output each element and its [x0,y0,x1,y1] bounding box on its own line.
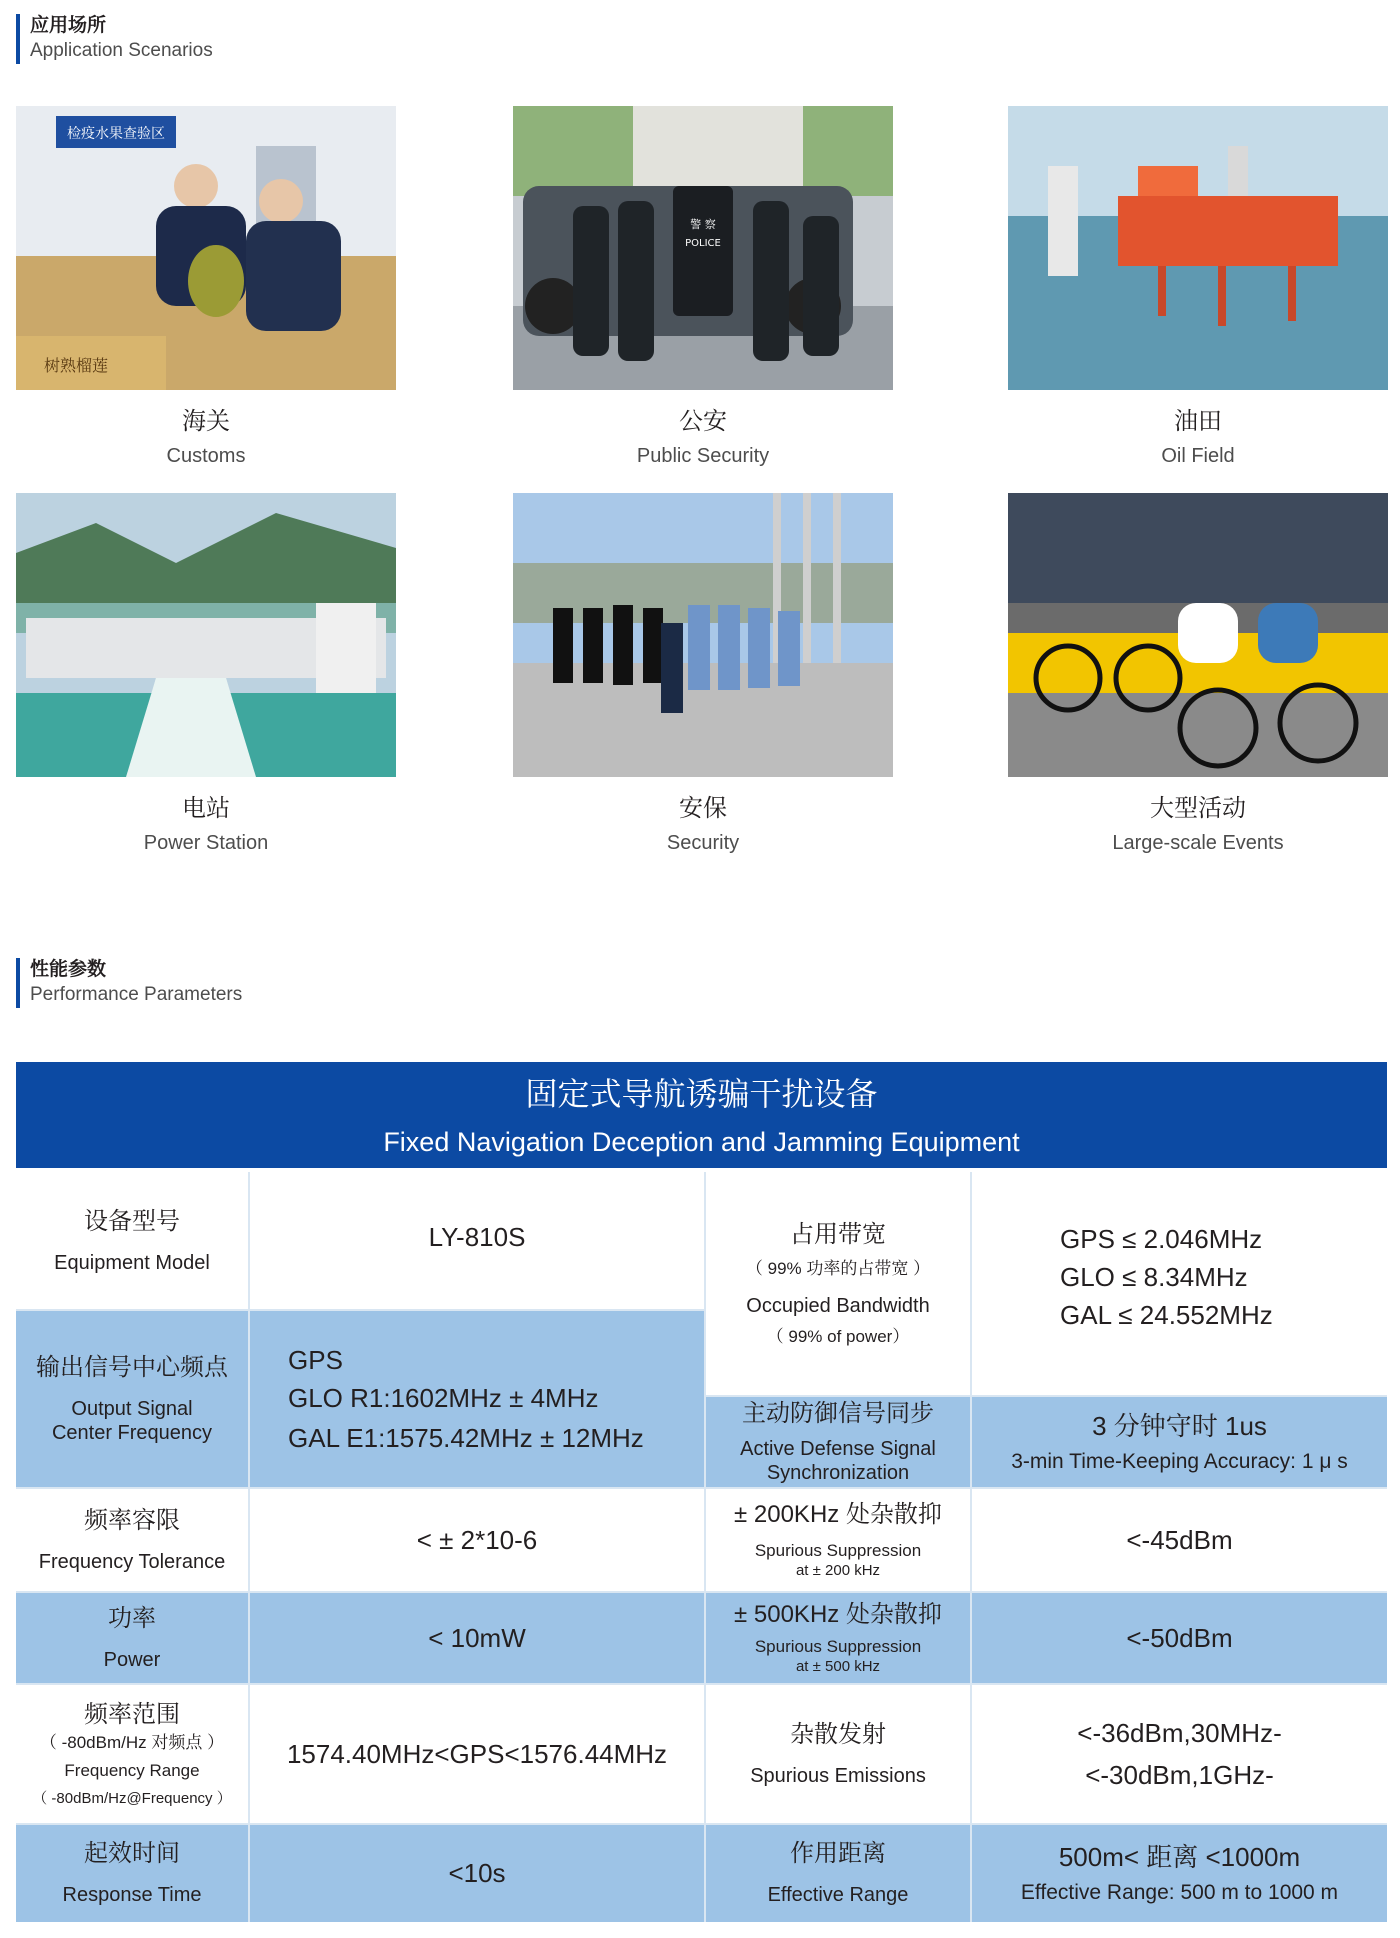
bandwidth-value-gal: GAL ≤ 24.552MHz [1060,1300,1273,1330]
bandwidth-note-zh: （ 99% 功率的占带宽 ） [745,1259,931,1278]
bandwidth-value-glo: GLO ≤ 8.34MHz [1060,1262,1248,1292]
response-label-en: Response Time [62,1884,202,1906]
scene-customs [16,106,396,470]
police-photo [513,106,893,390]
section-title-zh: 应用场所 [30,15,107,36]
scene-label-en: Customs [166,445,246,467]
police-shield-en: POLICE [685,238,721,249]
center-freq-value-cell [250,1310,704,1488]
model-label-cell [16,1172,248,1310]
spur200-label-cell [706,1488,970,1592]
events-photo [1008,493,1388,777]
customs-box-text: 树熟榴莲 [43,356,109,375]
scene-label-zh: 安保 [679,795,727,822]
eff-range-label-zh: 作用距离 [790,1840,886,1867]
eff-range-value-en: Effective Range: 500 m to 1000 m [1020,1881,1339,1904]
scene-label-zh: 公安 [679,408,727,435]
eff-range-value-cell [972,1824,1387,1922]
center-freq-glo: GLO R1:1602MHz ± 4MHz [288,1383,599,1413]
response-label-cell [16,1824,248,1922]
col-divider [704,1172,706,1922]
emissions-value-2: <-30dBm,1GHz- [1085,1760,1274,1790]
power-label-zh: 功率 [108,1605,156,1632]
row-divider [16,1591,1387,1593]
row-divider [16,1823,1387,1825]
sync-value-zh: 3 分钟守时 1us [1092,1411,1267,1441]
range-value-cell [250,1684,704,1824]
eff-range-label-en: Effective Range [767,1884,909,1906]
range-value: 1574.40MHz<GPS<1576.44MHz [286,1739,668,1769]
section-title-en: Performance Parameters [30,984,243,1005]
emissions-value-cell [972,1684,1387,1824]
table-header [16,1062,1387,1168]
model-value-cell [250,1172,704,1310]
scene-label-en: Security [666,832,740,854]
tolerance-label-en: Frequency Tolerance [38,1551,226,1573]
section-title-en: Application Scenarios [30,40,213,61]
spur200-label-en1: Spurious Suppression [754,1541,922,1560]
scene-label-en: Power Station [143,832,269,854]
section-title-zh: 性能参数 [30,959,107,980]
spur500-label-en2: at ± 500 kHz [795,1658,881,1675]
spur500-label-cell [706,1592,970,1684]
sync-label-cell [706,1396,970,1488]
row-divider [706,1395,1387,1397]
range-note-zh: （ -80dBm/Hz 对频点 ） [39,1733,225,1752]
tolerance-label-zh: 频率容限 [84,1507,180,1534]
range-note-en: （ -80dBm/Hz@Frequency ） [32,1790,232,1807]
bandwidth-note-en: （ 99% of power） [766,1327,910,1346]
center-freq-gps: GPS [288,1345,343,1375]
power-value: < 10mW [428,1623,526,1653]
bandwidth-value-gps: GPS ≤ 2.046MHz [1060,1224,1263,1254]
row-divider [16,1309,704,1311]
tolerance-label-cell [16,1488,248,1592]
sync-value-en: 3-min Time-Keeping Accuracy: 1 μ s [1011,1450,1348,1473]
response-value-cell [250,1824,704,1922]
scene-label-en: Oil Field [1161,445,1235,467]
response-label-zh: 起效时间 [84,1840,180,1867]
range-label-cell [16,1684,248,1824]
spur200-value-cell [972,1488,1387,1592]
sync-value-cell [972,1396,1387,1488]
spur500-value: <-50dBm [1126,1623,1233,1653]
customs-sign-text: 检疫水果查验区 [67,126,165,142]
row-divider [16,1683,1387,1685]
model-value: LY-810S [428,1222,526,1252]
spur500-label-en1: Spurious Suppression [754,1637,922,1656]
center-freq-label-en1: Output Signal [71,1398,193,1420]
scene-label-en: Large-scale Events [1112,832,1284,854]
spur200-label-en2: at ± 200 kHz [795,1562,881,1579]
power-label-en: Power [103,1649,161,1671]
sync-label-zh: 主动防御信号同步 [742,1400,934,1427]
col-divider [970,1172,972,1922]
col-divider [248,1172,250,1922]
table-title-zh: 固定式导航诱骗干扰设备 [525,1076,878,1112]
spur500-value-cell [972,1592,1387,1684]
scene-label-zh: 油田 [1174,408,1222,435]
scene-large-events [1008,493,1388,857]
row-divider [16,1487,1387,1489]
police-shield-zh: 警 察 [690,218,716,231]
scene-label-zh: 电站 [182,795,230,822]
oilfield-photo [1008,106,1388,390]
sync-label-en1: Active Defense Signal [740,1438,936,1460]
emissions-value-1: <-36dBm,30MHz- [1077,1718,1282,1748]
eff-range-label-cell [706,1824,970,1922]
model-label-zh: 设备型号 [84,1208,180,1235]
spur200-label-zh: ± 200KHz 处杂散抑 [734,1501,942,1528]
range-label-zh: 频率范围 [84,1701,180,1728]
center-freq-label-cell [16,1310,248,1488]
scene-security [513,493,893,857]
bandwidth-label-cell [706,1172,970,1396]
scene-power-station [16,493,396,857]
bandwidth-value-cell [972,1172,1387,1396]
range-label-en: Frequency Range [64,1761,200,1780]
power-station-photo [16,493,396,777]
scene-label-zh: 大型活动 [1150,795,1246,822]
scene-label-en: Public Security [636,445,770,467]
table-title-en: Fixed Navigation Deception and Jamming Equipment [383,1127,1020,1157]
spur500-label-zh: ± 500KHz 处杂散抑 [734,1601,942,1628]
emissions-label-cell [706,1684,970,1824]
tolerance-value-cell [250,1488,704,1592]
scene-label-zh: 海关 [182,408,230,435]
eff-range-value-zh: 500m< 距离 <1000m [1058,1842,1301,1872]
power-label-cell [16,1592,248,1684]
security-photo [513,493,893,777]
emissions-label-zh: 杂散发射 [790,1721,886,1748]
sync-label-en2: Synchronization [766,1462,910,1484]
emissions-label-en: Spurious Emissions [750,1765,926,1787]
section-heading-application [16,14,213,64]
power-value-cell [250,1592,704,1684]
response-value: <10s [448,1858,506,1888]
customs-photo [16,106,396,390]
spur200-value: <-45dBm [1126,1525,1233,1555]
center-freq-label-zh: 输出信号中心频点 [36,1354,228,1381]
bandwidth-label-zh: 占用带宽 [790,1221,886,1248]
scene-public-security [513,106,893,470]
center-freq-gal: GAL E1:1575.42MHz ± 12MHz [288,1423,644,1453]
scene-oil-field [1008,106,1388,470]
model-label-en: Equipment Model [54,1252,210,1274]
center-freq-label-en2: Center Frequency [51,1422,213,1444]
tolerance-value: < ± 2*10-6 [416,1525,538,1555]
section-heading-performance [16,958,242,1008]
bandwidth-label-en: Occupied Bandwidth [746,1295,930,1317]
